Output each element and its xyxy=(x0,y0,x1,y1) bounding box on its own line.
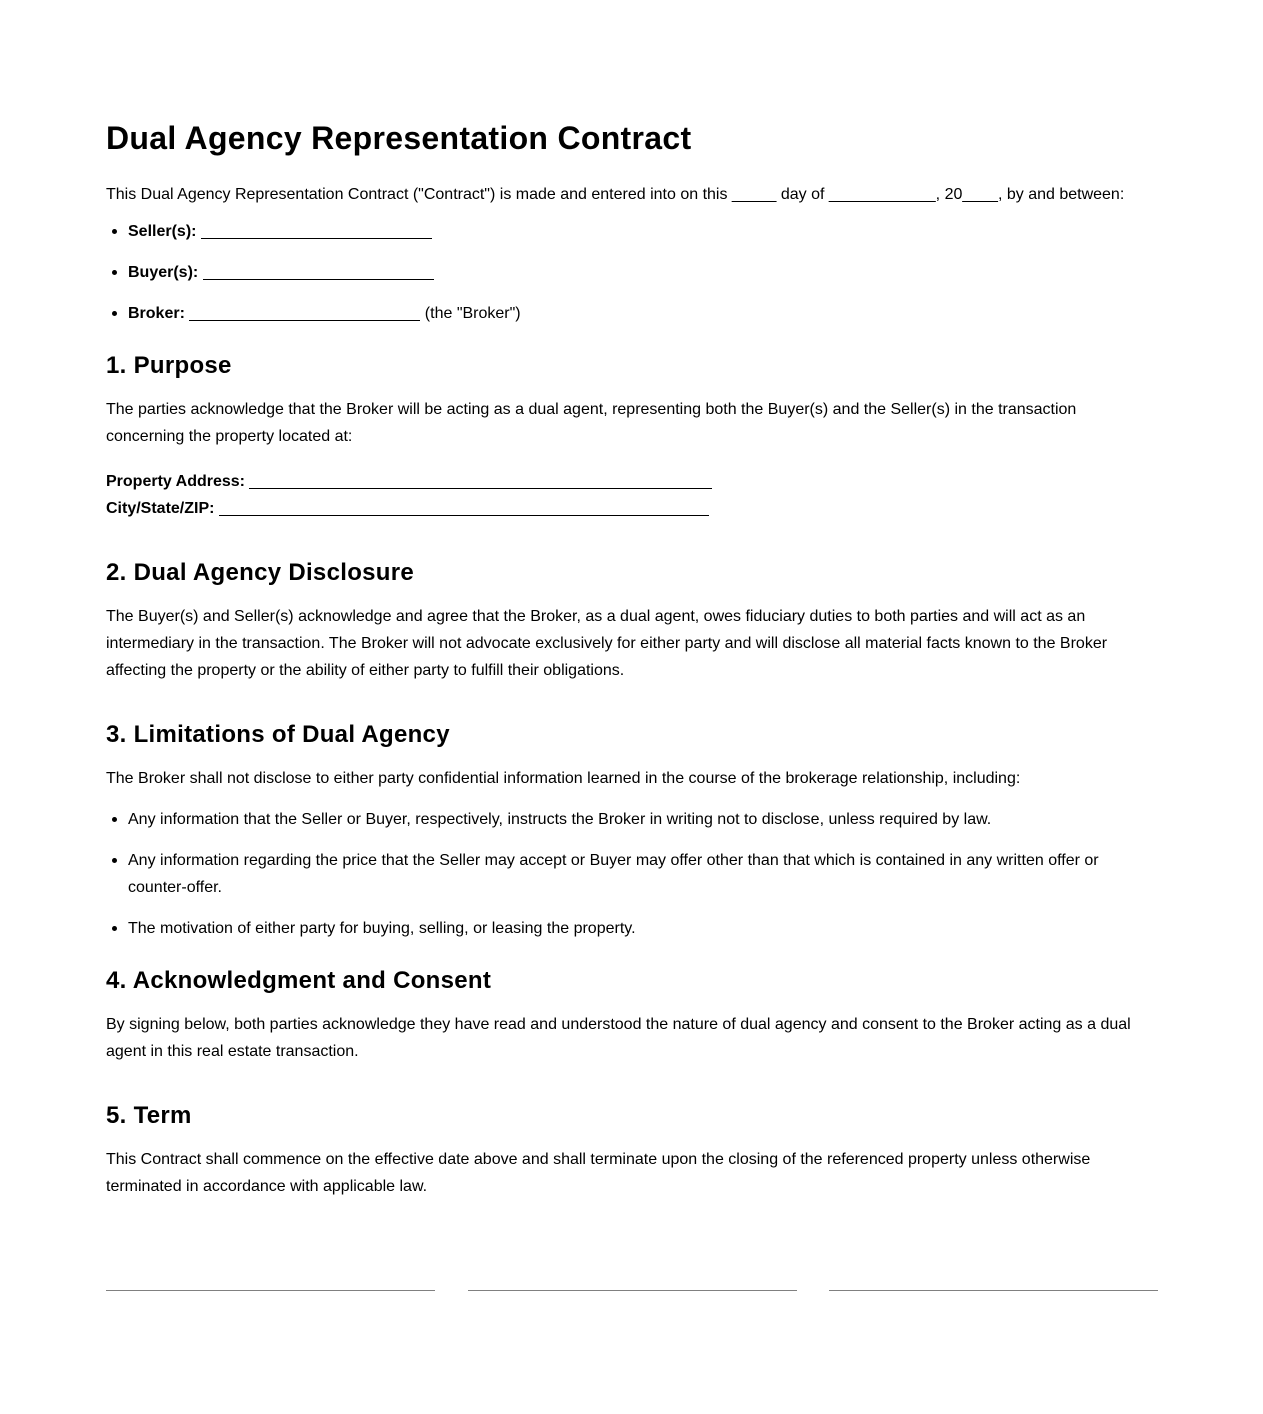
section-heading: 3. Limitations of Dual Agency xyxy=(106,721,450,748)
signature-lines xyxy=(106,1290,1158,1291)
signature-line-3[interactable] xyxy=(829,1290,1158,1291)
signature-line-1[interactable] xyxy=(106,1290,435,1291)
broker-label: Broker: xyxy=(128,305,185,322)
section-term xyxy=(106,1101,1158,1200)
intro-text-day-of: day of xyxy=(776,186,829,203)
document-title: Dual Agency Representation Contract xyxy=(106,120,692,156)
year-prefix: , 20 xyxy=(935,186,963,203)
party-buyer xyxy=(106,259,1158,286)
intro-text-end: , by and between: xyxy=(997,186,1125,203)
section-body: This Contract shall commence on the effective date above and shall terminate upon the closing of the referenced property unless otherwise terminated in accordance with applicable law. xyxy=(106,1151,1091,1195)
limitation-item: Any information regarding the price that the Seller may accept or Buyer may offer other than that which is contained in any written offer or counter-offer. xyxy=(106,847,1158,901)
section-disclosure xyxy=(106,558,1158,684)
property-fields xyxy=(106,468,1158,522)
section-consent xyxy=(106,966,1158,1065)
month-blank[interactable]: ____________ xyxy=(828,186,936,203)
intro-text-start: This Dual Agency Representation Contract ("Contract") is made and entered into on this xyxy=(106,186,732,203)
section-body: The Buyer(s) and Seller(s) acknowledge and agree that the Broker, as a dual agent, owes fiduciary duties to both parties and will act as an intermediary in the transaction. The Broker will not advocate exclusively for either party and will disclose all material facts known to the Broker affecting the property or the ability of either party to fulfill their obligations. xyxy=(106,608,1108,679)
signature-line-2[interactable] xyxy=(468,1290,797,1291)
year-blank[interactable]: ____ xyxy=(962,186,998,203)
day-blank[interactable]: _____ xyxy=(731,186,777,203)
limitation-item: The motivation of either party for buying, selling, or leasing the property. xyxy=(106,915,1158,942)
broker-blank[interactable] xyxy=(189,306,420,321)
seller-label: Seller(s): xyxy=(128,223,197,240)
section-body: By signing below, both parties acknowledge they have read and understood the nature of dual agency and consent to the Broker acting as a dual agent in this real estate transaction. xyxy=(106,1016,1131,1060)
party-broker xyxy=(106,300,1158,327)
limitation-item: Any information that the Seller or Buyer, respectively, instructs the Broker in writing not to disclose, unless required by law. xyxy=(106,806,1158,833)
broker-suffix: (the "Broker") xyxy=(420,305,521,322)
parties-list xyxy=(106,218,1158,327)
intro-paragraph xyxy=(106,181,1158,208)
section-heading: 2. Dual Agency Disclosure xyxy=(106,559,415,586)
section-purpose xyxy=(106,351,1158,522)
section-body: The Broker shall not disclose to either party confidential information learned in the course of the brokerage relationship, including: xyxy=(106,770,1021,787)
city-state-zip-row xyxy=(106,495,1158,522)
buyer-label: Buyer(s): xyxy=(128,264,199,281)
property-address-row xyxy=(106,468,1158,495)
section-body: The parties acknowledge that the Broker will be acting as a dual agent, representing both the Buyer(s) and the Seller(s) in the transaction concerning the property located at: xyxy=(106,401,1077,445)
seller-blank[interactable] xyxy=(201,224,432,239)
section-heading: 4. Acknowledgment and Consent xyxy=(106,967,492,994)
property-address-blank[interactable] xyxy=(249,474,712,489)
city-state-zip-label: City/State/ZIP: xyxy=(106,500,215,517)
city-state-zip-blank[interactable] xyxy=(219,501,709,516)
party-seller xyxy=(106,218,1158,245)
limitations-list xyxy=(106,806,1158,942)
buyer-blank[interactable] xyxy=(203,265,434,280)
property-address-label: Property Address: xyxy=(106,473,245,490)
section-heading: 5. Term xyxy=(106,1102,192,1129)
section-limitations xyxy=(106,720,1158,942)
section-heading: 1. Purpose xyxy=(106,352,232,379)
